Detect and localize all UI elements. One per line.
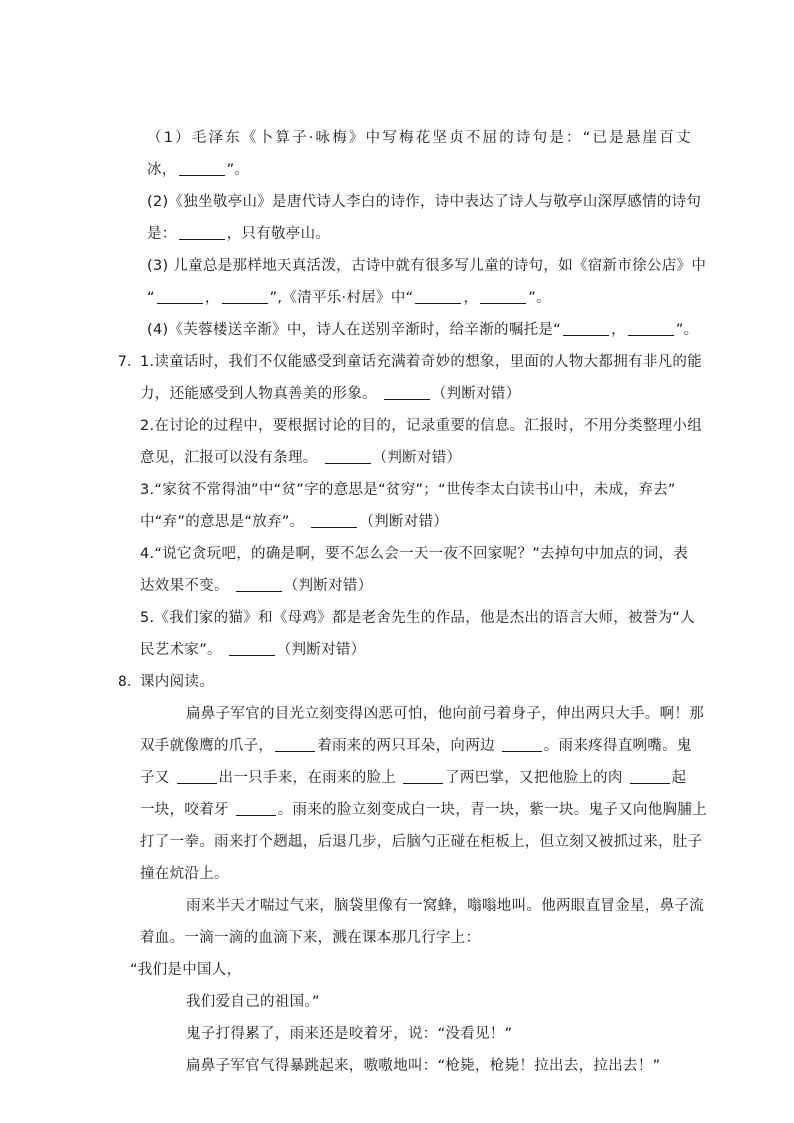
question-8-title: 课内阅读。	[140, 674, 214, 690]
q7-1-line2	[140, 384, 521, 404]
q6-4-text-post: ”。	[675, 322, 699, 338]
q6-3-line1: (3) 儿童总是那样地天真活泼，古诗中就有很多写儿童的诗句，如《宿新市徐公店》中	[147, 258, 707, 274]
passage-blank-1[interactable]	[275, 737, 315, 752]
p1-l4-text-a: 一块，咬着牙	[140, 802, 229, 818]
q6-3-answer-blank-4[interactable]	[480, 289, 526, 304]
q6-1-line1: （1）毛泽东《卜算子·咏梅》中写梅花坚贞不屈的诗句是：“已是悬崖百丈	[147, 130, 693, 146]
q6-2-line2	[147, 224, 330, 244]
q7-4-judge-label: （判断对错）	[283, 578, 373, 594]
q6-3-text-c: ”,《清平乐·村居》中“	[269, 290, 414, 306]
q6-3-answer-blank-3[interactable]	[415, 289, 461, 304]
passage-p3: 鬼子打得累了，雨来还是咬着牙，说：“没看见！”	[186, 1026, 513, 1042]
q6-3-text-e: ”。	[528, 290, 551, 306]
passage-quote-line2: 我们爱自己的祖国。”	[186, 994, 320, 1010]
passage-blank-3[interactable]	[177, 769, 217, 784]
passage-p1-line2	[140, 736, 692, 756]
q7-2-line1: 2.在讨论的过程中，要根据讨论的目的，记录重要的信息。汇报时，不用分类整理小组	[140, 418, 703, 434]
p1-l2-text-b: 着雨来的两只耳朵，向两边	[317, 738, 495, 754]
q7-2-text-pre: 意见，汇报可以没有条理。	[140, 450, 318, 466]
q7-4-line2	[140, 576, 373, 596]
passage-p1-line5: 打了一拳。雨来打个趔趄，后退几步，后脑勺正碰在柜板上，但立刻又被抓过来，肚子	[140, 834, 703, 850]
q6-4-text-mid: ，	[611, 322, 626, 338]
q6-3-text-d: ，	[463, 290, 479, 306]
q6-3-text-a: “	[147, 290, 155, 306]
q7-3-line1: 3.“家贫不常得油”中“贫”字的意思是“贫穷”；“世传李太白读书山中，未成，弃去”	[140, 482, 676, 498]
passage-blank-2[interactable]	[502, 737, 542, 752]
q7-4-text-pre: 达效果不变。	[140, 578, 229, 594]
q6-1-text-pre: 冰，	[147, 162, 177, 178]
q7-2-judge-label: （判断对错）	[372, 450, 462, 466]
passage-blank-4[interactable]	[403, 769, 443, 784]
p1-l3-text-c: 了两巴掌，又把他脸上的肉	[445, 770, 623, 786]
q6-4-answer-blank-1[interactable]	[563, 321, 609, 336]
q7-5-judge-label: （判断对错）	[276, 642, 366, 658]
q6-1-text-post: ”。	[226, 162, 250, 178]
passage-p1-line1: 扁鼻子军官的目光立刻变得凶恶可怕，他向前弓着身子，伸出两只大手。啊！那	[186, 706, 704, 722]
p1-l3-text-d: 起	[671, 770, 687, 786]
q7-3-text-pre: 中“弃”的意思是“放弃”。	[140, 514, 305, 530]
p1-l2-text-a: 双手就像鹰的爪子，	[140, 738, 274, 754]
q7-1-answer-blank[interactable]	[384, 385, 430, 400]
q7-5-line2	[140, 640, 366, 660]
p1-l4-text-b: 。雨来的脸立刻变成白一块，青一块，紫一块。鬼子又向他胸脯上	[277, 802, 707, 818]
q6-4-text-pre: (4)《芙蓉楼送辛渐》中，诗人在送别辛渐时，给辛渐的嘱托是“	[147, 322, 562, 338]
q7-4-line1: 4.“说它贪玩吧，的确是啊，要不怎么会一天一夜不回家呢？”去掉句中加点的词，表	[140, 546, 689, 562]
q7-3-answer-blank[interactable]	[311, 513, 357, 528]
passage-p2-line1: 雨来半天才喘过气来，脑袋里像有一窝蜂，嗡嗡地叫。他两眼直冒金星，鼻子流	[186, 898, 704, 914]
q7-2-line2	[140, 448, 461, 468]
q7-3-judge-label: （判断对错）	[359, 514, 449, 530]
passage-p4: 扁鼻子军官气得暴跳起来，嗷嗷地叫：“枪毙，枪毙！拉出去，拉出去！”	[186, 1058, 661, 1074]
q7-5-line1: 5.《我们家的猫》和《母鸡》都是老舍先生的作品，他是杰出的语言大师，被誉为“人	[140, 610, 696, 626]
passage-p1-line4	[140, 800, 707, 820]
passage-p2-line2: 着血。一滴一滴的血滴下来，溅在课本那几行字上：	[140, 930, 481, 946]
passage-p1-line6: 撞在炕沿上。	[140, 866, 229, 882]
q6-2-line1: (2)《独坐敬亭山》是唐代诗人李白的诗作，诗中表达了诗人与敬亭山深厚感情的诗句	[147, 194, 702, 210]
q6-4-line1	[147, 320, 699, 340]
p1-l3-text-a: 子又	[140, 770, 170, 786]
question-8-number: 8．	[118, 674, 142, 690]
question-7-number: 7．	[118, 354, 142, 370]
q7-4-answer-blank[interactable]	[236, 577, 282, 592]
passage-quote-line1: “我们是中国人，	[130, 962, 242, 978]
q6-3-answer-blank-2[interactable]	[222, 289, 268, 304]
q7-1-line1: 1.读童话时，我们不仅能感受到童话充满着奇妙的想象，里面的人物大都拥有非凡的能	[140, 354, 703, 370]
q6-4-answer-blank-2[interactable]	[628, 321, 674, 336]
q7-5-answer-blank[interactable]	[229, 641, 275, 656]
q7-3-line2	[140, 512, 448, 532]
q7-2-answer-blank[interactable]	[325, 449, 371, 464]
p1-l2-text-c: 。雨来疼得直咧嘴。鬼	[543, 738, 692, 754]
passage-blank-5[interactable]	[630, 769, 670, 784]
passage-blank-6[interactable]	[236, 801, 276, 816]
q7-1-judge-label: （判断对错）	[431, 386, 521, 402]
p1-l3-text-b: 出一只手来，在雨来的脸上	[218, 770, 397, 786]
q6-1-answer-blank[interactable]	[179, 161, 225, 176]
q7-5-text-pre: 民艺术家”。	[140, 642, 222, 658]
q6-3-answer-blank-1[interactable]	[157, 289, 203, 304]
q7-1-text-pre: 力，还能感受到人物真善美的形象。	[140, 386, 377, 402]
q6-3-text-b: ，	[204, 290, 220, 306]
q6-1-line2	[147, 160, 249, 180]
q6-2-answer-blank[interactable]	[179, 225, 225, 240]
q6-3-line2	[147, 288, 551, 308]
passage-p1-line3	[140, 768, 686, 788]
q6-2-text-post: ，只有敬亭山。	[226, 226, 331, 242]
q6-2-text-pre: 是：	[147, 226, 177, 242]
